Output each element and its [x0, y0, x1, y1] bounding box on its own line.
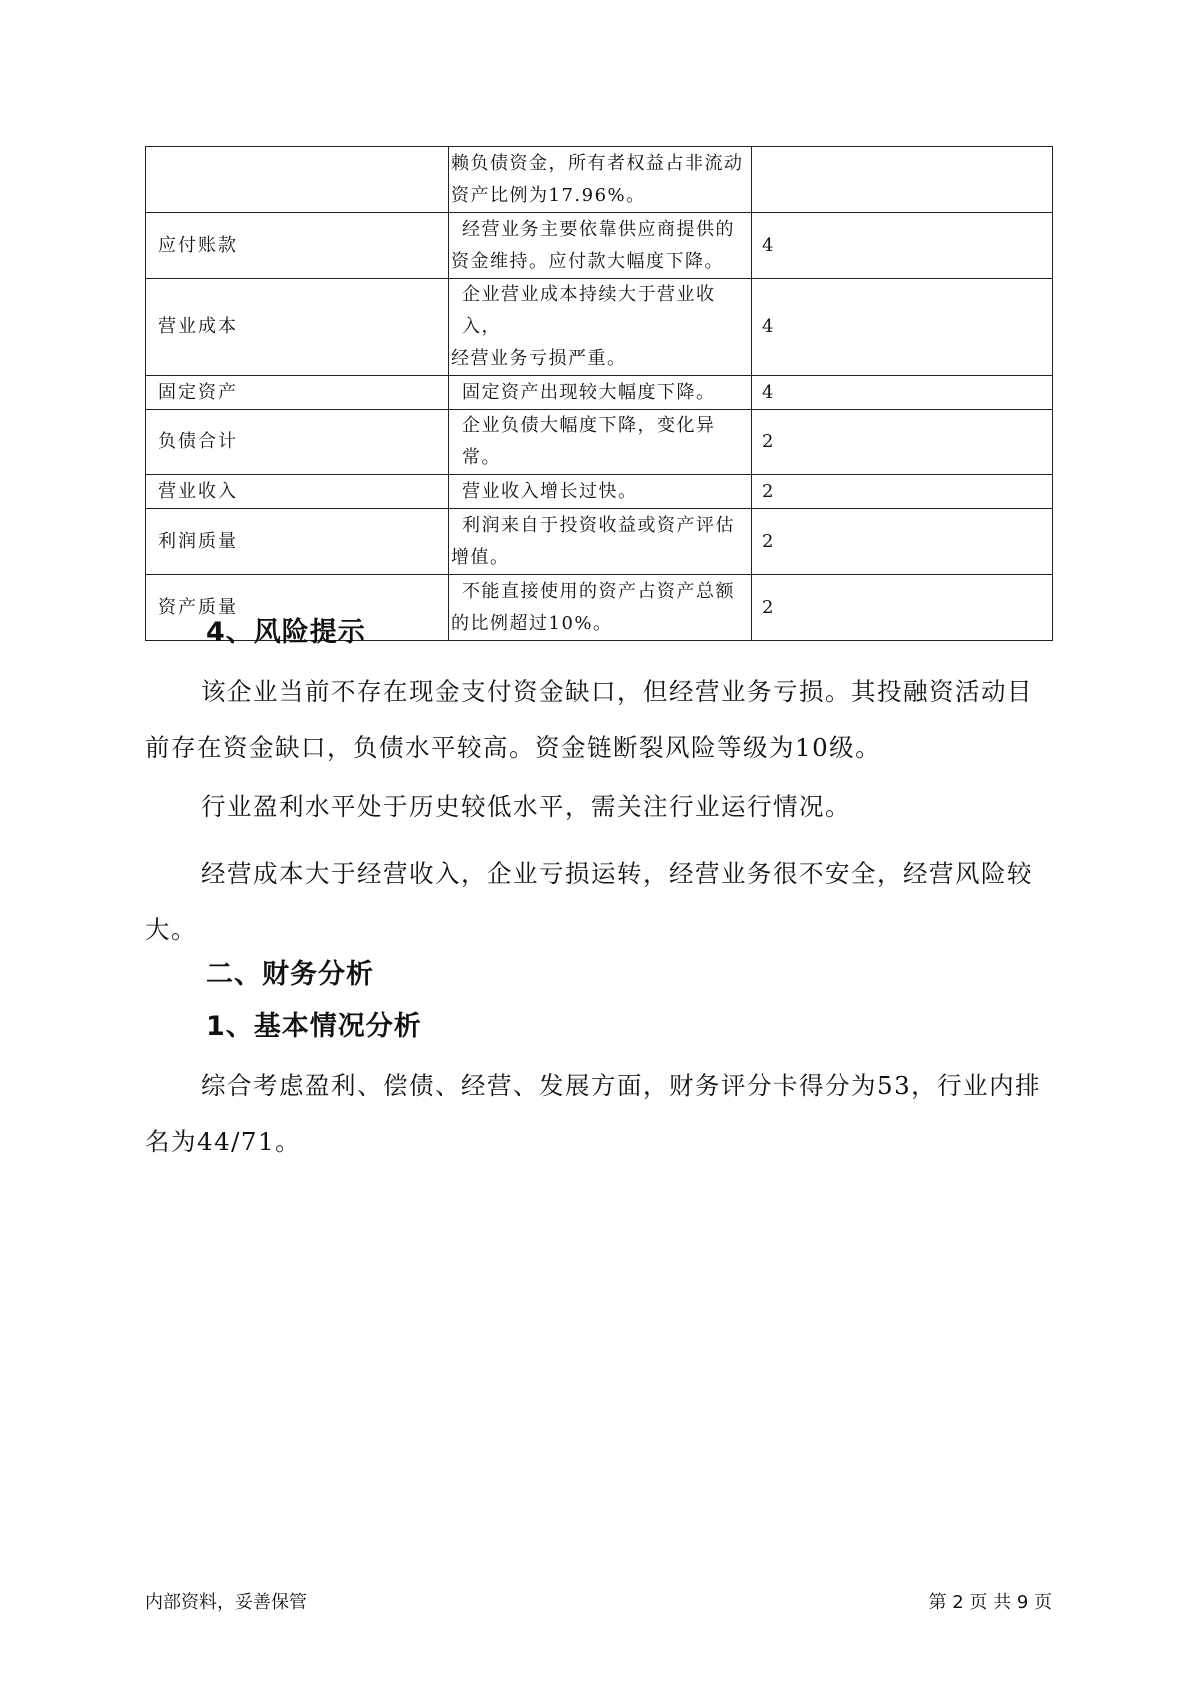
table-row — [146, 410, 1053, 475]
indicator-name: 资产质量 — [146, 575, 449, 641]
indicator-description — [449, 575, 752, 641]
description-line: 营业收入增长过快。 — [462, 480, 638, 502]
risk-paragraph: 经营成本大于经营收入，企业亏损运转，经营业务很不安全，经营风险较大。 — [145, 859, 1033, 944]
table-row — [146, 279, 1053, 376]
description-line: 资产比例为17.96%。 — [451, 184, 646, 206]
table-row — [146, 509, 1053, 575]
risk-score: 2 — [752, 509, 1053, 575]
description-line: 赖负债资金，所有者权益占非流动 — [451, 152, 744, 174]
risk-score: 2 — [752, 575, 1053, 641]
indicator-description — [449, 279, 752, 376]
risk-paragraph: 行业盈利水平处于历史较低水平，需关注行业运行情况。 — [201, 792, 851, 821]
indicator-name: 应付账款 — [146, 213, 449, 279]
risk-score: 4 — [752, 213, 1053, 279]
indicator-name: 固定资产 — [146, 376, 449, 410]
description-line: 经营业务亏损严重。 — [451, 348, 627, 369]
description-line: 增值。 — [451, 546, 510, 568]
description-line: 的比例超过10%。 — [451, 612, 613, 634]
section-heading-risk: 4、风险提示 — [206, 617, 366, 648]
indicator-name: 营业成本 — [146, 279, 449, 376]
description-line: 不能直接使用的资产占资产总额 — [462, 580, 735, 602]
section-heading-finance: 二、财务分析 — [206, 959, 374, 990]
indicator-description — [449, 475, 752, 509]
footer-confidential-note: 内部资料，妥善保管 — [145, 1592, 307, 1613]
table-row — [146, 147, 1053, 213]
table-row — [146, 475, 1053, 509]
indicator-name: 营业收入 — [146, 475, 449, 509]
indicator-name: 利润质量 — [146, 509, 449, 575]
description-line: 企业营业成本持续大于营业收入， — [462, 284, 716, 337]
finance-paragraph: 综合考虑盈利、偿债、经营、发展方面，财务评分卡得分为53，行业内排名为44/71。 — [145, 1071, 1042, 1156]
description-line: 经营业务主要依靠供应商提供的 — [462, 218, 735, 240]
indicator-description — [449, 376, 752, 410]
risk-score: 2 — [752, 475, 1053, 509]
footer-page-number: 第 2 页 共 9 页 — [928, 1592, 1052, 1613]
indicator-description — [449, 509, 752, 575]
risk-score: 4 — [752, 279, 1053, 376]
risk-score — [752, 147, 1053, 213]
indicator-description — [449, 147, 752, 213]
table-row — [146, 376, 1053, 410]
indicator-name — [146, 147, 449, 213]
risk-score: 2 — [752, 410, 1053, 475]
risk-score: 4 — [752, 376, 1053, 410]
description-line: 固定资产出现较大幅度下降。 — [462, 381, 716, 403]
description-line: 企业负债大幅度下降，变化异常。 — [462, 415, 716, 468]
indicator-name: 负债合计 — [146, 410, 449, 475]
table-row — [146, 213, 1053, 279]
indicator-description — [449, 410, 752, 475]
risk-paragraph: 该企业当前不存在现金支付资金缺口，但经营业务亏损。其投融资活动目前存在资金缺口，负债水平较高。资金链断裂风险等级为10级。 — [145, 677, 1033, 762]
description-line: 利润来自于投资收益或资产评估 — [462, 514, 735, 536]
description-line: 资金维持。应付款大幅度下降。 — [451, 250, 724, 272]
risk-indicator-table — [145, 146, 1053, 641]
indicator-description — [449, 213, 752, 279]
subsection-heading-basic: 1、基本情况分析 — [206, 1011, 422, 1042]
